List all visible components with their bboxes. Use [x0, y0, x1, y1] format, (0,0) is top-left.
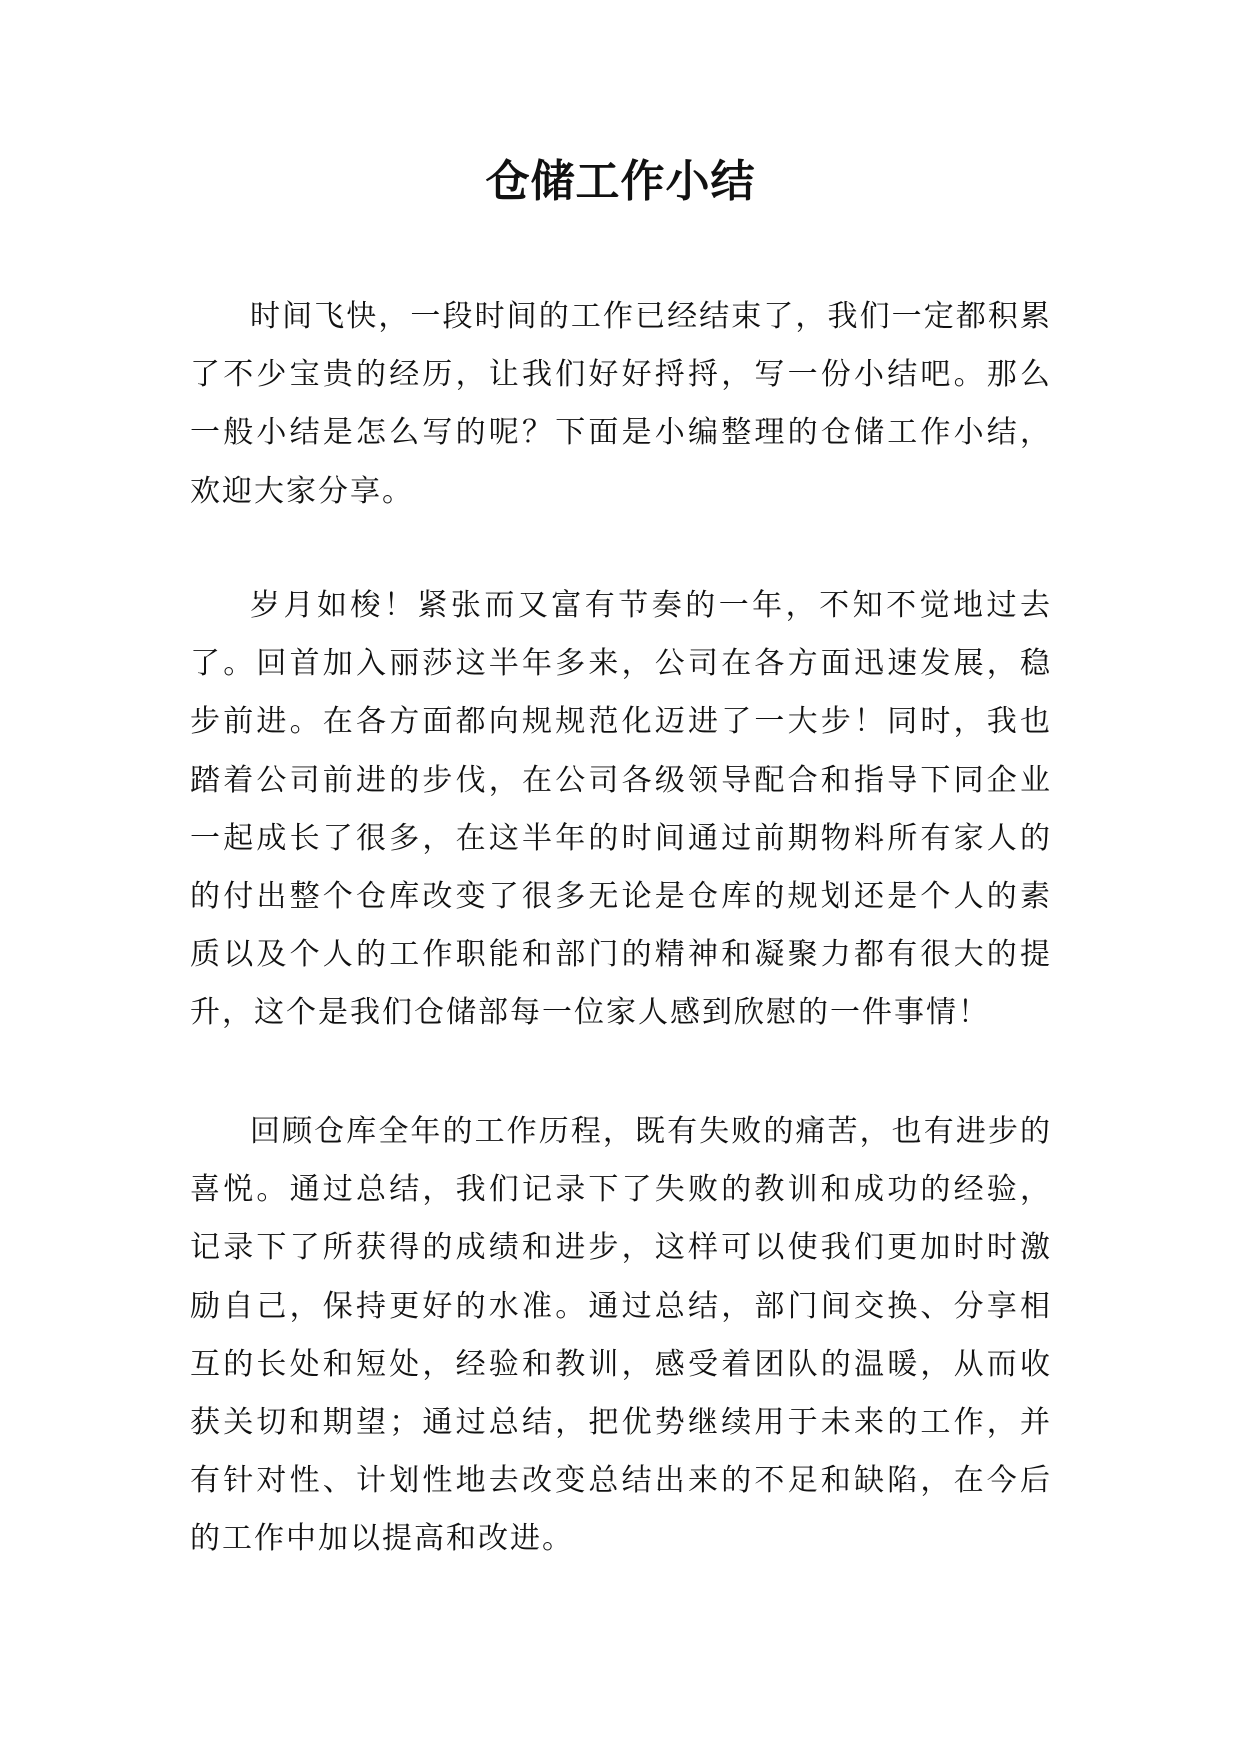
paragraph-summary: 回顾仓库全年的工作历程，既有失败的痛苦，也有进步的喜悦。通过总结，我们记录下了失败的教训和成功的经验，记录下了所获得的成绩和进步，这样可以使我们更加时时激励自己，保持更好的水准。通过总结，部门间交换、分享相互的长处和短处，经验和教训，感受着团队的温暖，从而收获关切和期望；通过总结，把优势继续用于未来的工作，并有针对性、计划性地去改变总结出来的不足和缺陷，在今后的工作中加以提高和改进。 [190, 1114, 1052, 1557]
paragraph-review: 岁月如梭！紧张而又富有节奏的一年，不知不觉地过去了。回首加入丽莎这半年多来，公司在各方面迅速发展，稳步前进。在各方面都向规规范化迈进了一大步！同时，我也踏着公司前进的步伐，在公司各级领导配合和指导下同企业一起成长了很多，在这半年的时间通过前期物料所有家人的的付出整个仓库改变了很多无论是仓库的规划还是个人的素质以及个人的工作职能和部门的精神和凝聚力都有很大的提升，这个是我们仓储部每一位家人感到欣慰的一件事情！ [190, 588, 1052, 1031]
paragraph-intro: 时间飞快，一段时间的工作已经结束了，我们一定都积累了不少宝贵的经历，让我们好好捋捋，写一份小结吧。那么一般小结是怎么写的呢？下面是小编整理的仓储工作小结，欢迎大家分享。 [190, 299, 1052, 509]
document-title: 仓储工作小结 [485, 156, 756, 207]
